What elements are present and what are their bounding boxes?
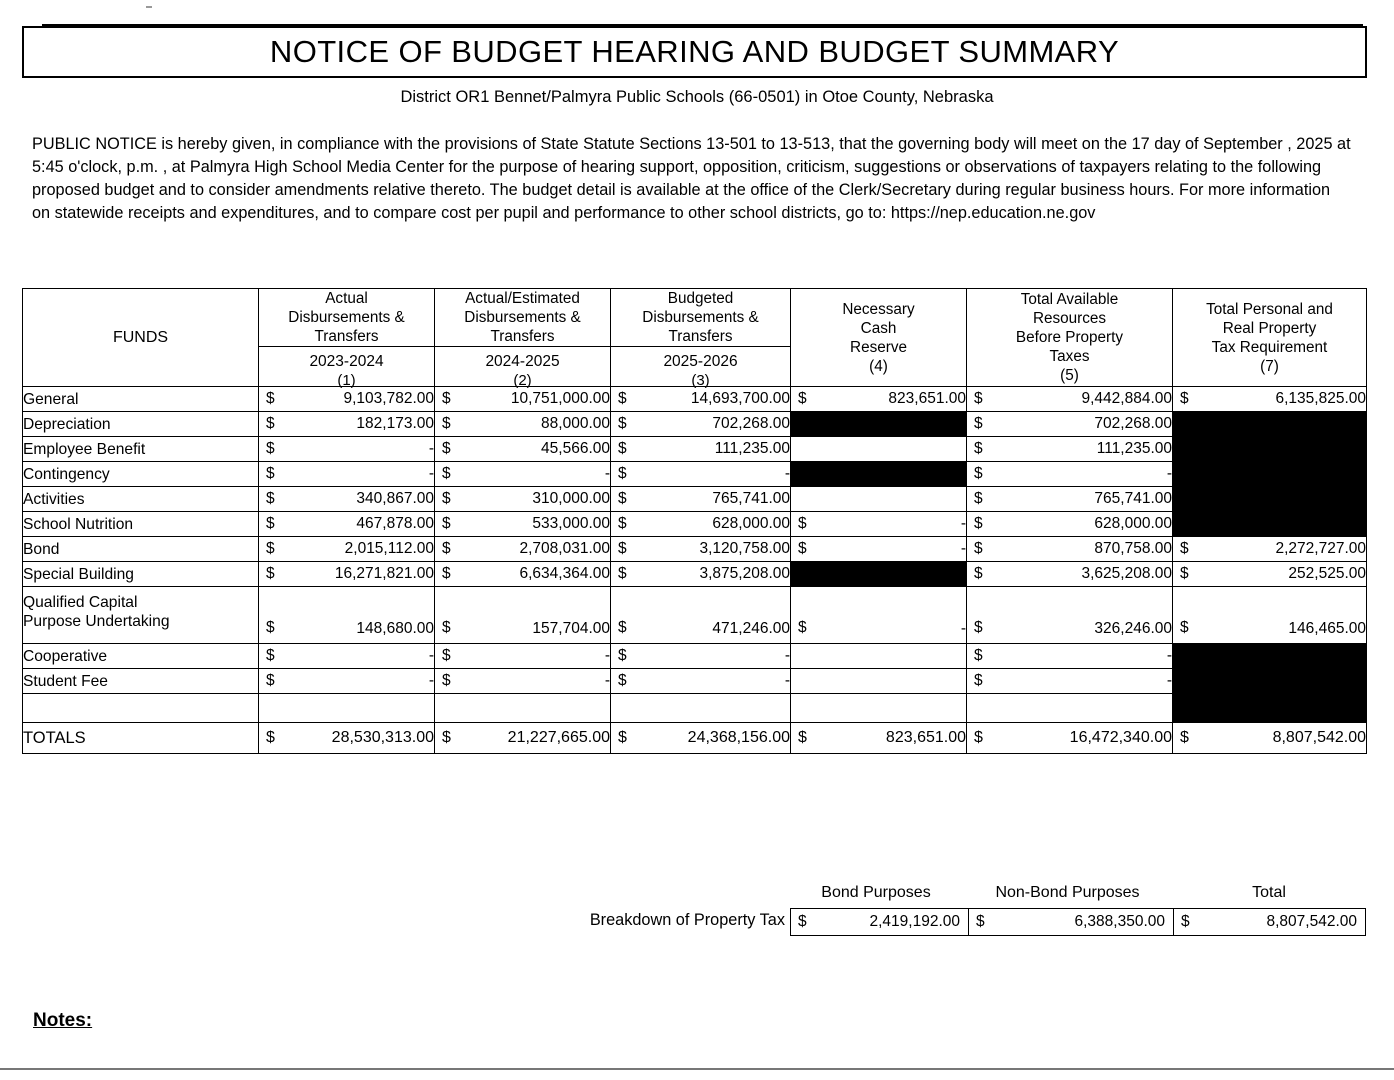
dollar-sign: $: [798, 619, 807, 636]
cell-actual-2023-2024-value: 148,680.00: [356, 620, 434, 637]
header-col4-number: (4): [869, 357, 888, 375]
dollar-sign: $: [618, 647, 627, 664]
dollar-sign: $: [266, 490, 275, 507]
cell-actual-estimated-2024-2025-value: -: [604, 465, 610, 482]
dollar-sign: $: [974, 647, 983, 664]
cell-property-tax-requirement: [1173, 669, 1367, 694]
header-total-available-resources: [967, 289, 1173, 387]
public-notice-paragraph: PUBLIC NOTICE is hereby given, in compliance with the provisions of State Statute Sections 13-501 to 13-513, that the governing body will meet on the 17 day of September , 2025 at 5:45 o'clock, p.m. , at Palmyra High School Media Center for the purpose of hearing support, opposition, criticism, suggestions or observations of taxpayers relating to the following proposed budget and to consider amendments relative thereto. The budget detail is available at the office of the Clerk/Secretary during regular business hours. For more information on statewide receipts and expenditures, and to compare cost per pupil and performance to other school districts, go to: https://nep.education.ne.gov: [32, 135, 1351, 222]
dollar-sign: $: [974, 565, 983, 582]
cell-actual-estimated-2024-2025-value: 10,751,000.00: [510, 390, 610, 407]
spacer-cell: [435, 694, 611, 723]
cell-total-available-resources: [967, 669, 1173, 694]
cell-actual-estimated-2024-2025: [435, 644, 611, 669]
dollar-sign: $: [1180, 729, 1189, 746]
spacer-cell: [259, 694, 435, 723]
breakdown-value-total: 8,807,542.00: [1266, 913, 1357, 930]
cell-actual-estimated-2024-2025: [435, 462, 611, 487]
dollar-sign: $: [618, 465, 627, 482]
cell-property-tax-requirement: [1173, 387, 1367, 412]
totals-total-available-resources-value: 16,472,340.00: [1069, 729, 1172, 746]
breakdown-cell-bond: [791, 909, 969, 936]
fund-name-cell: [23, 587, 259, 644]
fund-name-line2: Purpose Undertaking: [23, 613, 170, 630]
header-col2-line3: Transfers: [490, 328, 555, 345]
cell-budgeted-2025-2026: [611, 387, 791, 412]
header-col1-period: [259, 347, 435, 387]
cell-actual-estimated-2024-2025: [435, 412, 611, 437]
breakdown-header-row: [0, 884, 1394, 906]
breakdown-value-bond: 2,419,192.00: [869, 913, 960, 930]
cell-actual-estimated-2024-2025-value: -: [604, 672, 610, 689]
cell-actual-estimated-2024-2025-value: 88,000.00: [541, 415, 610, 432]
dollar-sign: $: [618, 540, 627, 557]
totals-actual-estimated-2024-2025: [435, 723, 611, 754]
cell-actual-2023-2024: [259, 437, 435, 462]
cell-necessary-cash-reserve: [791, 587, 967, 644]
cell-property-tax-requirement-value: 146,465.00: [1288, 620, 1366, 637]
cell-necessary-cash-reserve-value: -: [960, 620, 966, 637]
cell-total-available-resources-value: 111,235.00: [1096, 440, 1172, 457]
cell-actual-estimated-2024-2025-value: 310,000.00: [532, 490, 610, 507]
table-row: [23, 562, 1367, 587]
header-total-property-tax-requirement: [1173, 289, 1367, 387]
dollar-sign: $: [618, 565, 627, 582]
dollar-sign: $: [618, 415, 627, 432]
header-funds: FUNDS: [23, 289, 259, 387]
dollar-sign: $: [1180, 540, 1189, 557]
dollar-sign: $: [266, 415, 275, 432]
fund-name-cell: Depreciation: [23, 412, 259, 437]
totals-budgeted-2025-2026-value: 24,368,156.00: [687, 729, 790, 746]
header-col1-line1: Actual: [325, 290, 368, 307]
header-necessary-cash-reserve: [791, 289, 967, 387]
table-row: [23, 387, 1367, 412]
totals-necessary-cash-reserve: [791, 723, 967, 754]
cell-total-available-resources-value: 765,741.00: [1094, 490, 1172, 507]
cell-budgeted-2025-2026-value: 14,693,700.00: [690, 390, 790, 407]
cell-necessary-cash-reserve: [791, 562, 967, 587]
cell-actual-estimated-2024-2025: [435, 562, 611, 587]
spacer-cell: [23, 694, 259, 723]
cell-total-available-resources-value: -: [1166, 647, 1172, 664]
cell-total-available-resources-value: 702,268.00: [1094, 415, 1172, 432]
cell-total-available-resources-value: -: [1166, 465, 1172, 482]
dollar-sign: $: [798, 390, 807, 407]
cell-actual-estimated-2024-2025: [435, 487, 611, 512]
dollar-sign: $: [974, 672, 983, 689]
page-bottom-rule: [0, 1068, 1394, 1070]
header-col7-line3: Tax Requirement: [1211, 338, 1328, 356]
cell-actual-2023-2024-value: 9,103,782.00: [343, 390, 434, 407]
cell-property-tax-requirement: [1173, 462, 1367, 487]
totals-actual-2023-2024-value: 28,530,313.00: [331, 729, 434, 746]
header-col4-line2: Cash: [860, 319, 897, 337]
fund-name-cell: Special Building: [23, 562, 259, 587]
cell-property-tax-requirement: [1173, 437, 1367, 462]
table-row: [23, 487, 1367, 512]
cell-actual-2023-2024: [259, 537, 435, 562]
dollar-sign: $: [974, 619, 983, 636]
cell-property-tax-requirement: [1173, 587, 1367, 644]
cell-total-available-resources: [967, 487, 1173, 512]
totals-label: TOTALS: [23, 723, 259, 754]
header-col3-years: 2025-2026: [663, 353, 738, 370]
dollar-sign: $: [442, 390, 451, 407]
totals-budgeted-2025-2026: [611, 723, 791, 754]
cell-budgeted-2025-2026-value: 111,235.00: [714, 440, 790, 457]
header-col4-line3: Reserve: [850, 338, 907, 356]
cell-actual-2023-2024-value: 467,878.00: [356, 515, 434, 532]
breakdown-cell-total: [1174, 909, 1366, 936]
cell-total-available-resources: [967, 644, 1173, 669]
header-col2-line2: Disbursements &: [464, 309, 581, 326]
dollar-sign: $: [974, 465, 983, 482]
dollar-sign: $: [974, 540, 983, 557]
header-col1-title: [259, 289, 435, 347]
table-row: [23, 512, 1367, 537]
cell-actual-2023-2024: [259, 562, 435, 587]
dollar-sign: $: [442, 647, 451, 664]
cell-total-available-resources: [967, 512, 1173, 537]
cell-necessary-cash-reserve-value: -: [960, 540, 966, 557]
dollar-sign: $: [266, 540, 275, 557]
cell-necessary-cash-reserve-value: -: [960, 515, 966, 532]
dollar-sign: $: [266, 565, 275, 582]
cell-property-tax-requirement: [1173, 487, 1367, 512]
dollar-sign: $: [266, 672, 275, 689]
table-row: [23, 462, 1367, 487]
fund-name-cell: School Nutrition: [23, 512, 259, 537]
header-col1-number: (1): [337, 372, 356, 389]
cell-budgeted-2025-2026-value: -: [784, 465, 790, 482]
cell-necessary-cash-reserve: [791, 512, 967, 537]
dollar-sign: $: [1180, 619, 1189, 636]
spacer-cell: [967, 694, 1173, 723]
dollar-sign: $: [974, 515, 983, 532]
spacer-cell: [791, 694, 967, 723]
dollar-sign: $: [266, 647, 275, 664]
cell-budgeted-2025-2026: [611, 644, 791, 669]
dollar-sign: $: [618, 440, 627, 457]
dollar-sign: $: [266, 465, 275, 482]
header-col5-line4: Taxes: [1049, 348, 1090, 365]
table-row: [23, 587, 1367, 644]
budget-summary-table: [22, 288, 1367, 754]
cell-actual-2023-2024-value: 182,173.00: [356, 415, 434, 432]
breakdown-header-nonbond: Non-Bond Purposes: [995, 884, 1140, 901]
scan-artifact: [146, 6, 152, 8]
cell-budgeted-2025-2026: [611, 587, 791, 644]
document-title-banner: [22, 26, 1367, 78]
table-row: [23, 669, 1367, 694]
dollar-sign: $: [442, 440, 451, 457]
dollar-sign: $: [798, 913, 807, 930]
dollar-sign: $: [1180, 390, 1189, 407]
cell-necessary-cash-reserve: [791, 537, 967, 562]
cell-total-available-resources: [967, 437, 1173, 462]
cell-property-tax-requirement-value: 6,135,825.00: [1275, 390, 1366, 407]
dollar-sign: $: [974, 729, 983, 746]
cell-necessary-cash-reserve-value: 823,651.00: [888, 390, 966, 407]
header-col2-title: [435, 289, 611, 347]
header-col5-line3: Before Property: [1015, 329, 1124, 346]
cell-total-available-resources: [967, 562, 1173, 587]
dollar-sign: $: [798, 515, 807, 532]
cell-total-available-resources-value: 3,625,208.00: [1081, 565, 1172, 582]
cell-budgeted-2025-2026-value: 3,120,758.00: [699, 540, 790, 557]
table-row: [23, 537, 1367, 562]
cell-necessary-cash-reserve: [791, 462, 967, 487]
property-tax-breakdown-table: [790, 908, 1366, 936]
cell-property-tax-requirement-value: 252,525.00: [1288, 565, 1366, 582]
cell-actual-2023-2024-value: -: [428, 440, 434, 457]
totals-row: [23, 723, 1367, 754]
dollar-sign: $: [266, 619, 275, 636]
cell-actual-2023-2024: [259, 487, 435, 512]
header-col7-number: (7): [1260, 357, 1279, 375]
cell-total-available-resources-value: 628,000.00: [1094, 515, 1172, 532]
cell-actual-2023-2024: [259, 512, 435, 537]
header-col2-line1: Actual/Estimated: [465, 290, 580, 307]
cell-total-available-resources: [967, 537, 1173, 562]
cell-necessary-cash-reserve: [791, 644, 967, 669]
cell-total-available-resources: [967, 412, 1173, 437]
cell-actual-estimated-2024-2025-value: 157,704.00: [532, 620, 610, 637]
dollar-sign: $: [442, 415, 451, 432]
table-row: [23, 412, 1367, 437]
header-col3-line1: Budgeted: [667, 290, 734, 307]
cell-actual-estimated-2024-2025: [435, 512, 611, 537]
cell-property-tax-requirement: [1173, 562, 1367, 587]
dollar-sign: $: [442, 729, 451, 746]
breakdown-caption: Breakdown of Property Tax: [589, 911, 785, 929]
cell-property-tax-requirement: [1173, 644, 1367, 669]
cell-total-available-resources-value: 9,442,884.00: [1081, 390, 1172, 407]
dollar-sign: $: [442, 515, 451, 532]
cell-property-tax-requirement-value: 2,272,727.00: [1275, 540, 1366, 557]
dollar-sign: $: [1180, 565, 1189, 582]
cell-total-available-resources: [967, 387, 1173, 412]
cell-actual-estimated-2024-2025-value: -: [604, 647, 610, 664]
totals-total-available-resources: [967, 723, 1173, 754]
cell-total-available-resources: [967, 462, 1173, 487]
cell-actual-estimated-2024-2025-value: 45,566.00: [541, 440, 610, 457]
header-col7-line2: Real Property: [1222, 319, 1317, 337]
cell-total-available-resources-value: 326,246.00: [1094, 620, 1172, 637]
cell-budgeted-2025-2026-value: 765,741.00: [712, 490, 790, 507]
header-col4-line1: Necessary: [842, 300, 915, 318]
dollar-sign: $: [442, 619, 451, 636]
cell-actual-estimated-2024-2025: [435, 537, 611, 562]
header-col7-line1: Total Personal and: [1206, 300, 1333, 318]
cell-actual-2023-2024: [259, 462, 435, 487]
breakdown-cell-nonbond: [969, 909, 1174, 936]
header-row-top: [23, 289, 1367, 347]
cell-budgeted-2025-2026-value: -: [784, 647, 790, 664]
dollar-sign: $: [618, 490, 627, 507]
dollar-sign: $: [1181, 913, 1190, 930]
dollar-sign: $: [798, 729, 807, 746]
cell-total-available-resources-value: 870,758.00: [1094, 540, 1172, 557]
cell-actual-2023-2024: [259, 587, 435, 644]
header-col2-number: (2): [513, 372, 532, 389]
dollar-sign: $: [618, 390, 627, 407]
cell-budgeted-2025-2026-value: 3,875,208.00: [699, 565, 790, 582]
cell-actual-2023-2024: [259, 644, 435, 669]
cell-total-available-resources: [967, 587, 1173, 644]
header-col5-line1: Total Available: [1020, 291, 1119, 308]
header-col1-line2: Disbursements &: [288, 309, 405, 326]
cell-actual-2023-2024-value: -: [428, 672, 434, 689]
dollar-sign: $: [442, 540, 451, 557]
dollar-sign: $: [442, 565, 451, 582]
fund-name-cell: Cooperative: [23, 644, 259, 669]
cell-budgeted-2025-2026: [611, 487, 791, 512]
header-col1-years: 2023-2024: [309, 353, 384, 370]
cell-actual-2023-2024-value: 340,867.00: [356, 490, 434, 507]
header-col1-line3: Transfers: [314, 328, 379, 345]
spacer-cell: [1173, 694, 1367, 723]
breakdown-row: [791, 909, 1366, 936]
cell-actual-estimated-2024-2025: [435, 387, 611, 412]
cell-actual-estimated-2024-2025: [435, 587, 611, 644]
header-col5-line2: Resources: [1032, 310, 1107, 327]
cell-budgeted-2025-2026: [611, 412, 791, 437]
dollar-sign: $: [442, 672, 451, 689]
cell-budgeted-2025-2026: [611, 562, 791, 587]
cell-actual-estimated-2024-2025: [435, 669, 611, 694]
table-spacer-row: [23, 694, 1367, 723]
dollar-sign: $: [974, 490, 983, 507]
page-title: NOTICE OF BUDGET HEARING AND BUDGET SUMMARY: [269, 34, 1120, 69]
cell-actual-2023-2024: [259, 387, 435, 412]
cell-budgeted-2025-2026-value: -: [784, 672, 790, 689]
cell-actual-2023-2024: [259, 412, 435, 437]
cell-total-available-resources-value: -: [1166, 672, 1172, 689]
fund-name-cell: Activities: [23, 487, 259, 512]
header-col3-number: (3): [691, 372, 710, 389]
cell-budgeted-2025-2026: [611, 537, 791, 562]
header-col2-period: [435, 347, 611, 387]
cell-property-tax-requirement: [1173, 512, 1367, 537]
cell-budgeted-2025-2026: [611, 512, 791, 537]
cell-budgeted-2025-2026-value: 702,268.00: [712, 415, 790, 432]
totals-necessary-cash-reserve-value: 823,651.00: [885, 729, 966, 746]
cell-budgeted-2025-2026-value: 628,000.00: [712, 515, 790, 532]
dollar-sign: $: [618, 672, 627, 689]
cell-property-tax-requirement: [1173, 537, 1367, 562]
cell-actual-2023-2024-value: 16,271,821.00: [334, 565, 434, 582]
cell-budgeted-2025-2026: [611, 437, 791, 462]
header-col5-number: (5): [1060, 367, 1079, 384]
spacer-cell: [611, 694, 791, 723]
table-row: [23, 437, 1367, 462]
dollar-sign: $: [976, 913, 985, 930]
cell-budgeted-2025-2026-value: 471,246.00: [712, 620, 790, 637]
district-subtitle: District OR1 Bennet/Palmyra Public Schools (66-0501) in Otoe County, Nebraska: [400, 88, 994, 106]
dollar-sign: $: [266, 515, 275, 532]
cell-budgeted-2025-2026: [611, 462, 791, 487]
cell-property-tax-requirement: [1173, 412, 1367, 437]
dollar-sign: $: [442, 465, 451, 482]
dollar-sign: $: [266, 729, 275, 746]
fund-name-line1: Qualified Capital: [23, 594, 138, 611]
fund-name-cell: Contingency: [23, 462, 259, 487]
cell-actual-estimated-2024-2025-value: 2,708,031.00: [519, 540, 610, 557]
cell-actual-estimated-2024-2025-value: 6,634,364.00: [519, 565, 610, 582]
fund-name-cell: Bond: [23, 537, 259, 562]
dollar-sign: $: [442, 490, 451, 507]
cell-actual-2023-2024-value: 2,015,112.00: [344, 540, 434, 557]
cell-actual-2023-2024-value: -: [428, 465, 434, 482]
dollar-sign: $: [266, 440, 275, 457]
header-col3-line3: Transfers: [668, 328, 733, 345]
cell-actual-2023-2024: [259, 669, 435, 694]
dollar-sign: $: [266, 390, 275, 407]
cell-necessary-cash-reserve: [791, 437, 967, 462]
totals-property-tax-requirement: [1173, 723, 1367, 754]
totals-actual-estimated-2024-2025-value: 21,227,665.00: [507, 729, 610, 746]
cell-necessary-cash-reserve: [791, 412, 967, 437]
dollar-sign: $: [974, 390, 983, 407]
table-body: [23, 387, 1367, 754]
fund-name-cell: Student Fee: [23, 669, 259, 694]
header-col2-years: 2024-2025: [485, 353, 560, 370]
cell-necessary-cash-reserve: [791, 487, 967, 512]
breakdown-header-bond: Bond Purposes: [821, 884, 931, 901]
dollar-sign: $: [974, 415, 983, 432]
cell-necessary-cash-reserve: [791, 669, 967, 694]
cell-actual-estimated-2024-2025-value: 533,000.00: [532, 515, 610, 532]
breakdown-value-nonbond: 6,388,350.00: [1074, 913, 1165, 930]
table-header: [23, 289, 1367, 387]
table-row: [23, 644, 1367, 669]
cell-necessary-cash-reserve: [791, 387, 967, 412]
fund-name-cell: Employee Benefit: [23, 437, 259, 462]
fund-name-cell: General: [23, 387, 259, 412]
totals-property-tax-requirement-value: 8,807,542.00: [1272, 729, 1366, 746]
cell-budgeted-2025-2026: [611, 669, 791, 694]
dollar-sign: $: [618, 619, 627, 636]
dollar-sign: $: [618, 515, 627, 532]
cell-actual-estimated-2024-2025: [435, 437, 611, 462]
header-col3-title: [611, 289, 791, 347]
totals-actual-2023-2024: [259, 723, 435, 754]
dollar-sign: $: [618, 729, 627, 746]
notes-label: Notes:: [33, 1010, 93, 1031]
dollar-sign: $: [974, 440, 983, 457]
dollar-sign: $: [798, 540, 807, 557]
breakdown-header-total: Total: [1252, 884, 1286, 901]
cell-actual-2023-2024-value: -: [428, 647, 434, 664]
header-col3-period: [611, 347, 791, 387]
header-col3-line2: Disbursements &: [642, 309, 759, 326]
